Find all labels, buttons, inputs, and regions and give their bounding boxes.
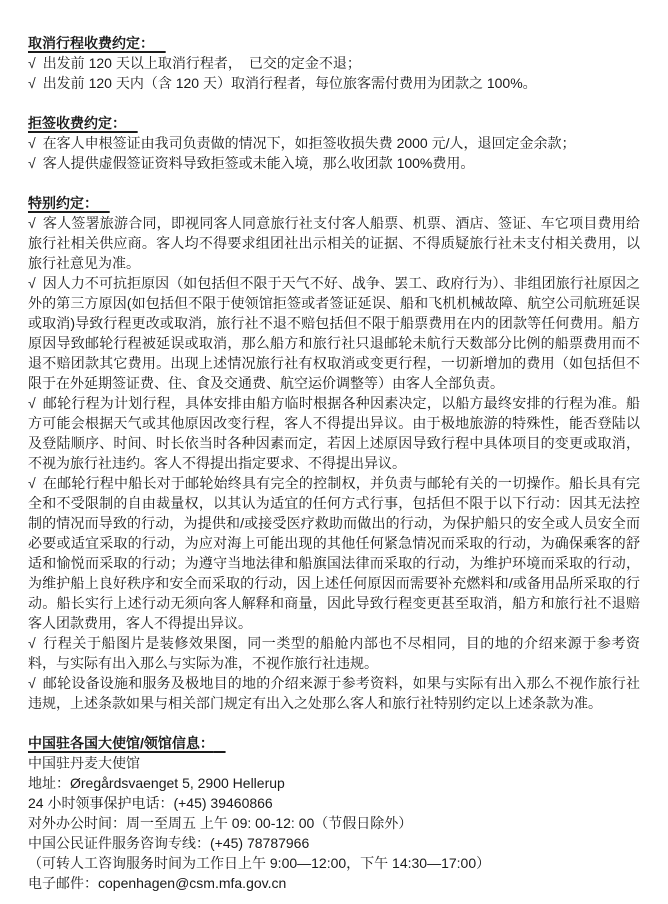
checkmark-bullet: √	[28, 75, 36, 91]
section-visa-refusal-fees	[28, 113, 640, 173]
term-item	[28, 633, 640, 673]
term-item	[28, 53, 640, 73]
term-text: 因人力不可抗拒原因（如包括但不限于天气不好、战争、罢工、政府行为）、非组团旅行社原因之外的第三方原因(如包括但不限于使领馆拒签或者签证延误、船和飞机机械故障、航空公司航班延误或取消)导致行程更改或取消，旅行社不退不赔包括但不限于船票费用在内的团款等任何费用。船方原因导致邮轮行程被延误或取消，那么船方和旅行社只退邮轮未航行天数部分比例的船票费用而不退不赔团款其它费用。出现上述情况旅行社有权取消或变更行程，一切新增加的费用（如包括但不限于在外延期签证费、住、食及交通费、航空运价调整等）由客人全部负责。	[28, 275, 640, 391]
term-item	[28, 673, 640, 713]
email-line: 电子邮件：copenhagen@csm.mfa.gov.cn	[28, 875, 287, 891]
checkmark-bullet: √	[28, 135, 36, 151]
section-heading-embassy	[28, 733, 640, 753]
term-item	[28, 393, 640, 473]
section-heading-text: 特别约定：	[28, 195, 98, 211]
section-heading-visa-refusal	[28, 113, 640, 133]
section-heading-text: 拒签收费约定：	[28, 115, 126, 131]
section-embassy-info	[28, 733, 640, 893]
consular-protection-phone-line: 24 小时领事保护电话：(+45) 39460866	[28, 795, 273, 811]
term-text: 在客人申根签证由我司负责做的情况下，如拒签收损失费 2000 元/人，退回定金余款；	[42, 135, 576, 151]
section-heading-text: 中国驻各国大使馆/领馆信息：	[28, 735, 214, 751]
term-text: 邮轮设备设施和服务及极地目的地的介绍来源于参考资料，如果与实际有出入那么不视作旅行社违规，上述条款如果与相关部门规定有出入之处那么客人和旅行社特别约定以上述条款为准。	[28, 675, 640, 711]
section-cancellation-fees	[28, 33, 640, 93]
section-special-terms	[28, 193, 640, 713]
term-item	[28, 273, 640, 393]
embassy-address-line: 地址：Øregårdsvaenget 5, 2900 Hellerup	[28, 775, 285, 791]
checkmark-bullet: √	[28, 215, 36, 231]
term-text: 出发前 120 天内（含 120 天）取消行程者，每位旅客需付费用为团款之 100%。	[42, 75, 537, 91]
section-heading-text: 取消行程收费约定：	[28, 35, 154, 51]
term-text: 出发前 120 天以上取消行程者， 已交的定金不退；	[42, 55, 361, 71]
office-hours-line: 对外办公时间：周一至周五 上午 09: 00-12: 00（节假日除外）	[28, 815, 413, 831]
checkmark-bullet: √	[28, 475, 36, 491]
term-text: 在邮轮行程中船长对于邮轮始终具有完全的控制权，并负责与邮轮有关的一切操作。船长具有完全和不受限制的自由裁量权，以其认为适宜的任何方式行事，包括但不限于以下行动：因其无法控制的情况而导致的行动，为提供和/或接受医疗救助而做出的行动，为保护船只的安全或人员安全而必要或适宜采取的行动，为应对海上可能出现的其他任何紧急情况而采取的行动，为确保乘客的舒适和愉悦而采取的行动；为遵守当地法律和船旗国法律而采取的行动，为维护环境而采取的行动，为维护船上良好秩序和安全而采取的行动，因上述任何原因而需要补充燃料和/或备用品所采取的行动。船长实行上述行动无须向客人解释和商量，因此导致行程变更甚至取消，船方和旅行社不退赔客人团款费用，客人不得提出异议。	[28, 475, 640, 631]
embassy-name-line: 中国驻丹麦大使馆	[28, 755, 140, 771]
checkmark-bullet: √	[28, 155, 36, 171]
term-item	[28, 213, 640, 273]
term-item	[28, 73, 640, 93]
term-item	[28, 133, 640, 153]
section-heading-cancellation	[28, 33, 640, 53]
term-text: 客人提供虚假签证资料导致拒签或未能入境，那么收团款 100%费用。	[42, 155, 475, 171]
term-item	[28, 473, 640, 633]
checkmark-bullet: √	[28, 635, 36, 651]
checkmark-bullet: √	[28, 55, 36, 71]
checkmark-bullet: √	[28, 675, 36, 691]
term-text: 客人签署旅游合同，即视同客人同意旅行社支付客人船票、机票、酒店、签证、车它项目费用给旅行社相关供应商。客人均不得要求组团社出示相关的证据、不得质疑旅行社未支付相关费用，以旅行社意见为准。	[28, 215, 640, 271]
term-item	[28, 153, 640, 173]
service-hotline-line: 中国公民证件服务咨询专线：(+45) 78787966	[28, 835, 310, 851]
term-text: 行程关于船图片是装修效果图，同一类型的船舱内部也不尽相同，目的地的介绍来源于参考资料，与实际有出入那么与实际为准，不视作旅行社违规。	[28, 635, 640, 671]
section-heading-special-terms	[28, 193, 640, 213]
term-text: 邮轮行程为计划行程，具体安排由船方临时根据各种因素决定，以船方最终安排的行程为准。船方可能会根据天气或其他原因改变行程，客人不得提出异议。由于极地旅游的特殊性，能否登陆以及登陆顺序、时间、时长依当时各种因素而定，若因上述原因导致行程中具体项目的变更或取消，不视为旅行社违约。客人不得提出指定要求、不得提出异议。	[28, 395, 640, 471]
hotline-hours-note-line: （可转人工咨询服务时间为工作日上午 9:00—12:00，下午 14:30—17:00）	[28, 855, 491, 871]
checkmark-bullet: √	[28, 275, 36, 291]
checkmark-bullet: √	[28, 395, 36, 411]
